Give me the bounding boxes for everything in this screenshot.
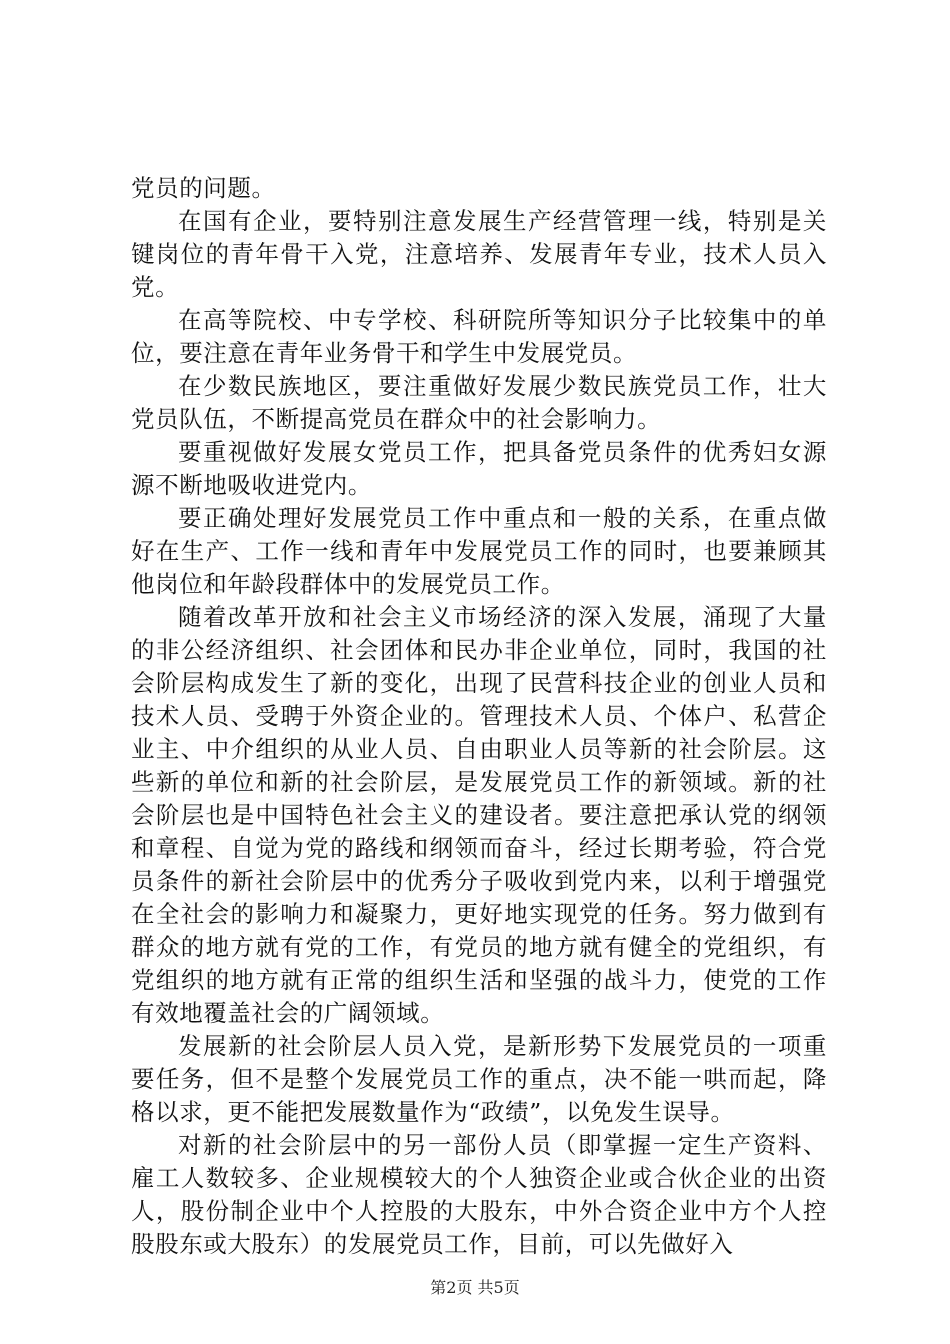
document-body: [131, 172, 827, 1261]
paragraph: 要重视做好发展女党员工作，把具备党员条件的优秀妇女源源不断地吸收进党内。: [131, 438, 827, 499]
paragraph: 对新的社会阶层中的另一部份人员（即掌握一定生产资料、雇工人数较多、企业规模较大的个人独资企业或合伙企业的出资人，股份制企业中个人控股的大股东，中外合资企业中方个人控股股东或大股东）的发展党员工作，目前，可以先做好入: [131, 1131, 827, 1258]
paragraph: 要正确处理好发展党员工作中重点和一般的关系，在重点做好在生产、工作一线和青年中发展党员工作的同时，也要兼顾其他岗位和年龄段群体中的发展党员工作。: [131, 504, 827, 598]
paragraph: 在少数民族地区，要注重做好发展少数民族党员工作，壮大党员队伍，不断提高党员在群众中的社会影响力。: [131, 372, 827, 433]
paragraph: 党员的问题。: [131, 174, 276, 202]
page-footer: 第2页 共5页: [430, 1278, 520, 1297]
paragraph: 在高等院校、中专学校、科研院所等知识分子比较集中的单位，要注意在青年业务骨干和学生中发展党员。: [131, 306, 827, 367]
paragraph: 随着改革开放和社会主义市场经济的深入发展，涌现了大量的非公经济组织、社会团体和民办非企业单位，同时，我国的社会阶层构成发生了新的变化，出现了民营科技企业的创业人员和技术人员、受聘于外资企业的。管理技术人员、个体户、私营企业主、中介组织的从业人员、自由职业人员等新的社会阶层。这些新的单位和新的社会阶层，是发展党员工作的新领域。新的社会阶层也是中国特色社会主义的建设者。要注意把承认党的纲领和章程、自觉为党的路线和纲领而奋斗，经过长期考验，符合党员条件的新社会阶层中的优秀分子吸收到党内来，以利于增强党在全社会的影响力和凝聚力，更好地实现党的任务。努力做到有群众的地方就有党的工作，有党员的地方就有健全的党组织，有党组织的地方就有正常的组织生活和坚强的战斗力，使党的工作有效地覆盖社会的广阔领域。: [131, 603, 827, 1027]
paragraph: 在国有企业，要特别注意发展生产经营管理一线，特别是关键岗位的青年骨干入党，注意培养、发展青年专业，技术人员入党。: [131, 207, 827, 301]
paragraph: 发展新的社会阶层人员入党，是新形势下发展党员的一项重要任务，但不是整个发展党员工作的重点，决不能一哄而起，降格以求，更不能把发展数量作为“政绩”，以免发生误导。: [131, 1032, 827, 1126]
